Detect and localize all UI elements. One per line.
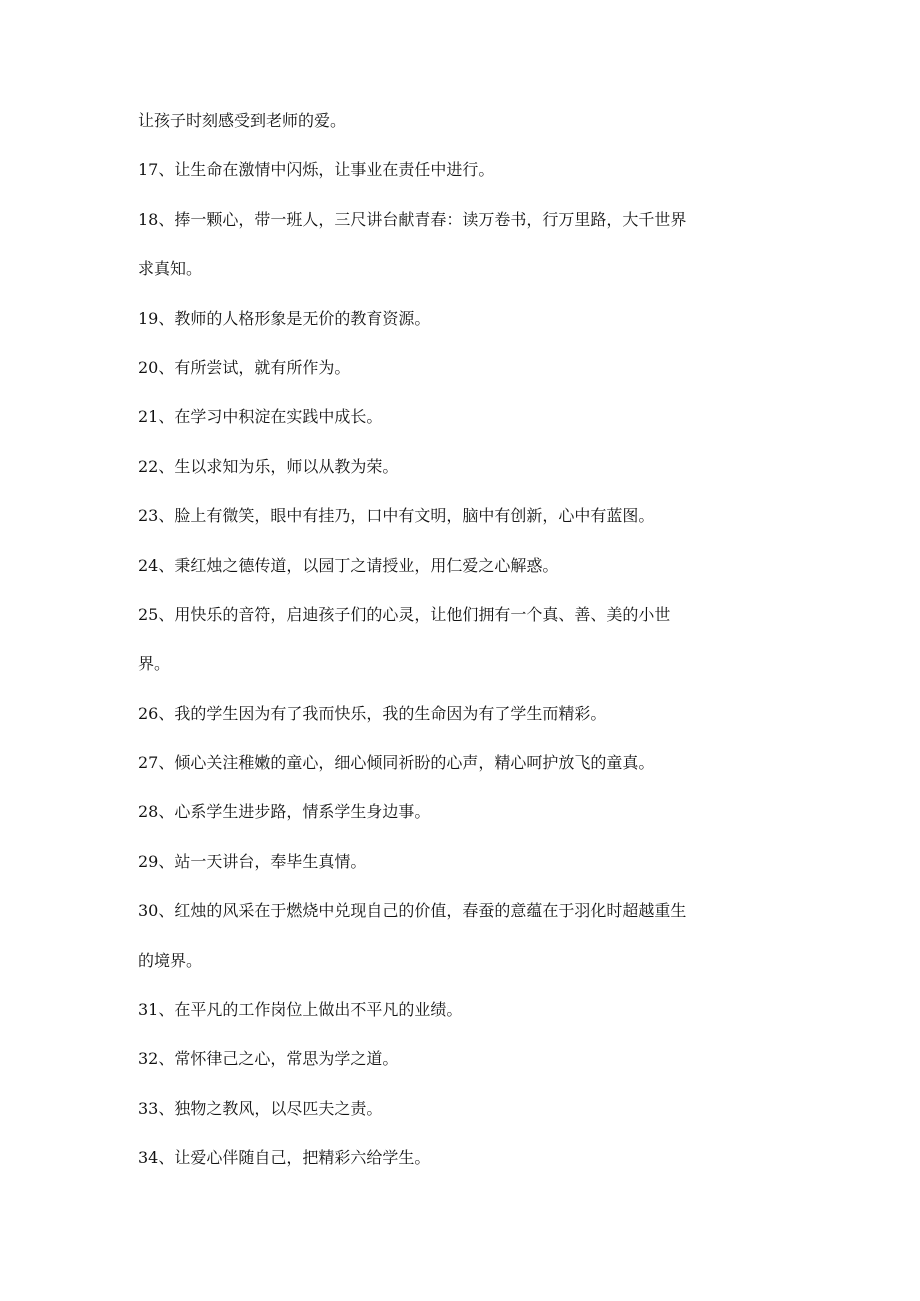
text-line: 28、心系学生进步路，情系学生身边事。: [138, 802, 431, 822]
text-line: 求真知。: [138, 259, 203, 279]
text-line: 17、让生命在激情中闪烁，让事业在责任中进行。: [138, 160, 495, 180]
text-line: 23、脸上有微笑，眼中有挂乃，口中有文明，脑中有创新，心中有蓝图。: [138, 506, 655, 526]
text-line: 29、站一天讲台，奉毕生真情。: [138, 851, 367, 871]
text-line: 27、倾心关注稚嫩的童心，细心倾同祈盼的心声，精心呵护放飞的童真。: [138, 753, 655, 773]
text-line: 34、让爱心伴随自己，把精彩六给学生。: [138, 1148, 431, 1168]
text-line: 的境界。: [138, 950, 203, 970]
text-line: 21、在学习中积淀在实践中成长。: [138, 407, 383, 427]
text-line: 33、独物之教风，以尽匹夫之责。: [138, 1098, 383, 1118]
text-line: 界。: [138, 654, 171, 674]
text-body: [138, 96, 788, 1183]
text-line: 24、秉红烛之德传道，以园丁之请授业，用仁爱之心解惑。: [138, 555, 559, 575]
text-line: 20、有所尝试，就有所作为。: [138, 357, 351, 377]
text-line: 30、红烛的风采在于燃烧中兑现自己的价值，春蚕的意蕴在于羽化时超越重生: [138, 901, 687, 921]
text-line: 26、我的学生因为有了我而快乐，我的生命因为有了学生而精彩。: [138, 703, 607, 723]
text-line: 31、在平凡的工作岗位上做出不平凡的业绩。: [138, 1000, 463, 1020]
text-line: 让孩子时刻感受到老师的爱。: [138, 111, 347, 130]
text-line: 25、用快乐的音符，启迪孩子们的心灵，让他们拥有一个真、善、美的小世: [138, 604, 671, 624]
text-line: 22、生以求知为乐，师以从教为荣。: [138, 456, 399, 476]
text-line: 18、捧一颗心，带一班人，三尺讲台献青春：读万卷书，行万里路，大千世界: [138, 209, 687, 229]
text-line: 19、教师的人格形象是无价的教育资源。: [138, 308, 431, 328]
text-line: 32、常怀律己之心，常思为学之道。: [138, 1049, 399, 1069]
